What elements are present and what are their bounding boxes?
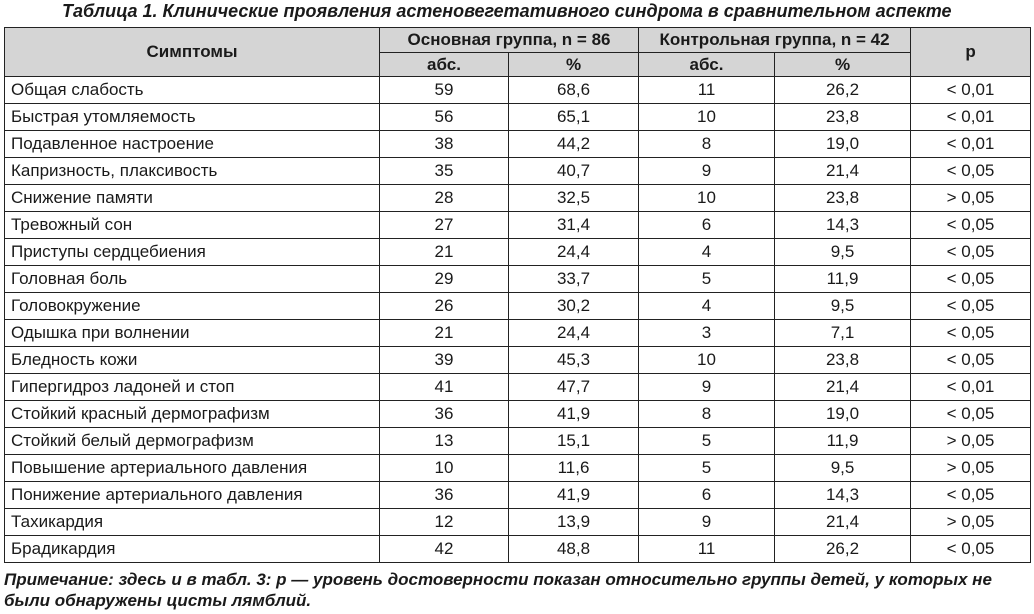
cell-symptom: Бледность кожи [5, 347, 380, 374]
cell-p-value: > 0,05 [911, 428, 1031, 455]
cell-symptom: Одышка при волнении [5, 320, 380, 347]
cell-control-abs: 11 [639, 536, 775, 563]
cell-main-percent: 24,4 [509, 320, 639, 347]
cell-control-abs: 4 [639, 293, 775, 320]
cell-control-percent: 23,8 [775, 104, 911, 131]
cell-main-percent: 45,3 [509, 347, 639, 374]
cell-symptom: Стойкий белый дермографизм [5, 428, 380, 455]
cell-p-value: < 0,05 [911, 320, 1031, 347]
cell-symptom: Понижение артериального давления [5, 482, 380, 509]
cell-control-abs: 10 [639, 347, 775, 374]
cell-main-percent: 33,7 [509, 266, 639, 293]
cell-main-abs: 35 [380, 158, 509, 185]
cell-main-percent: 32,5 [509, 185, 639, 212]
table-row [5, 347, 1031, 374]
cell-main-percent: 24,4 [509, 239, 639, 266]
cell-main-abs: 21 [380, 239, 509, 266]
cell-symptom: Гипергидроз ладоней и стоп [5, 374, 380, 401]
table-row [5, 428, 1031, 455]
cell-p-value: < 0,05 [911, 158, 1031, 185]
cell-control-percent: 9,5 [775, 455, 911, 482]
cell-control-abs: 10 [639, 104, 775, 131]
cell-control-abs: 5 [639, 455, 775, 482]
cell-main-percent: 44,2 [509, 131, 639, 158]
cell-control-percent: 26,2 [775, 77, 911, 104]
cell-control-percent: 19,0 [775, 131, 911, 158]
table-row [5, 401, 1031, 428]
cell-main-abs: 13 [380, 428, 509, 455]
cell-control-abs: 10 [639, 185, 775, 212]
cell-main-percent: 40,7 [509, 158, 639, 185]
cell-control-abs: 9 [639, 374, 775, 401]
cell-control-percent: 7,1 [775, 320, 911, 347]
cell-main-abs: 36 [380, 482, 509, 509]
cell-control-abs: 5 [639, 428, 775, 455]
cell-p-value: < 0,05 [911, 266, 1031, 293]
cell-main-percent: 65,1 [509, 104, 639, 131]
cell-main-abs: 12 [380, 509, 509, 536]
cell-p-value: < 0,05 [911, 482, 1031, 509]
column-header-control-group: Контрольная группа, n = 42 [639, 28, 911, 53]
cell-p-value: < 0,01 [911, 104, 1031, 131]
cell-control-percent: 14,3 [775, 212, 911, 239]
cell-control-abs: 8 [639, 401, 775, 428]
table-row [5, 266, 1031, 293]
cell-p-value: < 0,01 [911, 374, 1031, 401]
cell-symptom: Подавленное настроение [5, 131, 380, 158]
table-row [5, 455, 1031, 482]
cell-p-value: < 0,05 [911, 212, 1031, 239]
cell-control-abs: 6 [639, 212, 775, 239]
table-row [5, 212, 1031, 239]
cell-main-percent: 30,2 [509, 293, 639, 320]
cell-main-abs: 26 [380, 293, 509, 320]
cell-symptom: Повышение артериального давления [5, 455, 380, 482]
table-body [5, 77, 1031, 563]
cell-main-percent: 68,6 [509, 77, 639, 104]
cell-control-abs: 3 [639, 320, 775, 347]
cell-control-abs: 5 [639, 266, 775, 293]
cell-control-percent: 23,8 [775, 185, 911, 212]
cell-control-abs: 8 [639, 131, 775, 158]
table-row [5, 374, 1031, 401]
cell-control-percent: 11,9 [775, 266, 911, 293]
cell-main-abs: 28 [380, 185, 509, 212]
cell-main-percent: 47,7 [509, 374, 639, 401]
column-header-control-percent: % [775, 53, 911, 77]
cell-p-value: < 0,05 [911, 293, 1031, 320]
cell-main-abs: 59 [380, 77, 509, 104]
cell-main-percent: 13,9 [509, 509, 639, 536]
table-row [5, 104, 1031, 131]
cell-main-abs: 29 [380, 266, 509, 293]
cell-control-percent: 9,5 [775, 293, 911, 320]
column-header-main-abs: абс. [380, 53, 509, 77]
table-row [5, 185, 1031, 212]
table-row [5, 131, 1031, 158]
column-header-p: р [911, 28, 1031, 77]
table-note: Примечание: здесь и в табл. 3: р — уровень достоверности показан относительно группы детей, у которых не были обнаружены цисты лямблий. [4, 570, 992, 610]
cell-main-percent: 41,9 [509, 401, 639, 428]
cell-main-percent: 41,9 [509, 482, 639, 509]
cell-main-abs: 42 [380, 536, 509, 563]
cell-p-value: < 0,01 [911, 131, 1031, 158]
cell-symptom: Головная боль [5, 266, 380, 293]
cell-main-abs: 56 [380, 104, 509, 131]
cell-p-value: < 0,01 [911, 77, 1031, 104]
column-header-control-abs: абс. [639, 53, 775, 77]
cell-control-percent: 19,0 [775, 401, 911, 428]
cell-control-percent: 9,5 [775, 239, 911, 266]
cell-control-abs: 6 [639, 482, 775, 509]
cell-main-abs: 41 [380, 374, 509, 401]
cell-main-percent: 15,1 [509, 428, 639, 455]
cell-symptom: Тревожный сон [5, 212, 380, 239]
column-header-main-group: Основная группа, n = 86 [380, 28, 639, 53]
cell-main-abs: 27 [380, 212, 509, 239]
cell-p-value: > 0,05 [911, 185, 1031, 212]
cell-control-abs: 11 [639, 77, 775, 104]
table-caption: Таблица 1. Клинические проявления астеновегетативного синдрома в сравнительном аспекте [62, 1, 952, 21]
cell-control-percent: 21,4 [775, 374, 911, 401]
cell-control-percent: 21,4 [775, 158, 911, 185]
table-row [5, 509, 1031, 536]
cell-symptom: Снижение памяти [5, 185, 380, 212]
cell-main-percent: 48,8 [509, 536, 639, 563]
cell-main-abs: 36 [380, 401, 509, 428]
cell-symptom: Головокружение [5, 293, 380, 320]
cell-symptom: Стойкий красный дермографизм [5, 401, 380, 428]
table-row [5, 77, 1031, 104]
cell-main-percent: 11,6 [509, 455, 639, 482]
table-row [5, 158, 1031, 185]
cell-control-percent: 23,8 [775, 347, 911, 374]
cell-symptom: Общая слабость [5, 77, 380, 104]
cell-p-value: > 0,05 [911, 509, 1031, 536]
header-row-groups [5, 28, 1031, 53]
cell-control-abs: 4 [639, 239, 775, 266]
cell-symptom: Тахикардия [5, 509, 380, 536]
table-row [5, 536, 1031, 563]
cell-symptom: Капризность, плаксивость [5, 158, 380, 185]
table-row [5, 239, 1031, 266]
cell-control-percent: 11,9 [775, 428, 911, 455]
cell-control-percent: 14,3 [775, 482, 911, 509]
symptoms-table [4, 27, 1031, 563]
column-header-symptoms: Симптомы [5, 28, 380, 77]
cell-p-value: > 0,05 [911, 455, 1031, 482]
cell-control-percent: 26,2 [775, 536, 911, 563]
cell-symptom: Брадикардия [5, 536, 380, 563]
table-row [5, 293, 1031, 320]
cell-main-abs: 39 [380, 347, 509, 374]
cell-p-value: < 0,05 [911, 347, 1031, 374]
cell-main-abs: 21 [380, 320, 509, 347]
cell-control-percent: 21,4 [775, 509, 911, 536]
column-header-main-percent: % [509, 53, 639, 77]
cell-control-abs: 9 [639, 158, 775, 185]
cell-control-abs: 9 [639, 509, 775, 536]
cell-symptom: Приступы сердцебиения [5, 239, 380, 266]
cell-main-percent: 31,4 [509, 212, 639, 239]
cell-p-value: < 0,05 [911, 536, 1031, 563]
table-row [5, 320, 1031, 347]
cell-symptom: Быстрая утомляемость [5, 104, 380, 131]
cell-main-abs: 10 [380, 455, 509, 482]
cell-p-value: < 0,05 [911, 401, 1031, 428]
table-row [5, 482, 1031, 509]
cell-main-abs: 38 [380, 131, 509, 158]
cell-p-value: < 0,05 [911, 239, 1031, 266]
